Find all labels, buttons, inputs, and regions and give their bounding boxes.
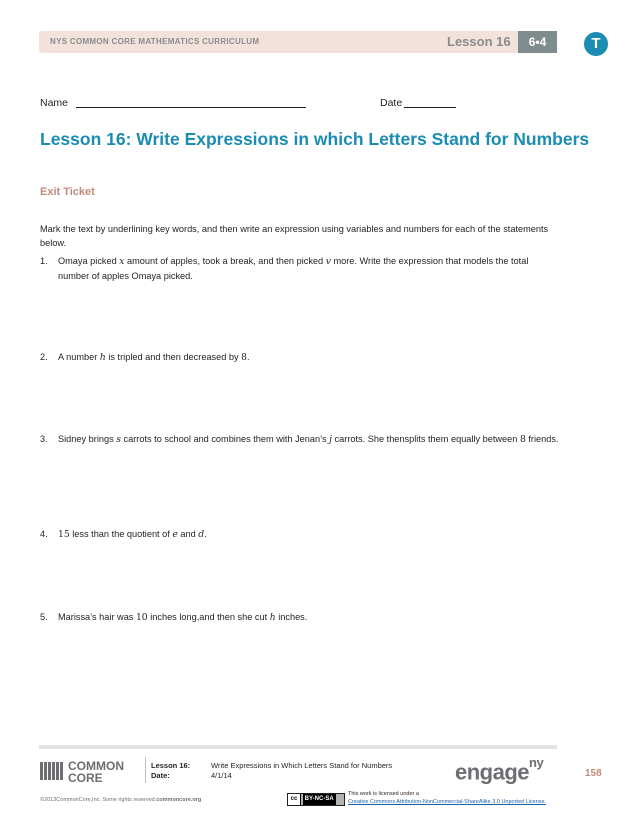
name-label: Name (40, 97, 69, 109)
question-3 (40, 432, 560, 447)
question-number: 5. (40, 612, 48, 622)
header-lesson: Lesson 16 (447, 34, 511, 49)
question-text: Omaya picked x amount of apples, took a break, and then picked v more. Write the expression that models the total number of apples Omaya picked. (58, 256, 529, 281)
name-field[interactable] (76, 107, 306, 108)
question-2 (40, 350, 560, 365)
license-text: This work is licensed under a (348, 791, 419, 797)
footer-lesson-value: Write Expressions in Which Letters Stand for Numbers (211, 761, 393, 770)
question-number: 1. (40, 256, 48, 266)
page-number: 158 (585, 768, 602, 779)
question-5 (40, 610, 560, 625)
footer-divider (145, 757, 146, 783)
cc-license-icon: cc BY-NC-SA (287, 793, 345, 806)
question-text: 15 less than the quotient of e and d. (58, 529, 207, 540)
date-label: Date (380, 97, 403, 109)
question-4 (40, 527, 560, 542)
common-core-logo: COMMON CORE (40, 759, 140, 783)
logo-bars-icon (40, 762, 64, 785)
question-1 (40, 254, 560, 283)
curriculum-label: NYS COMMON CORE MATHEMATICS CURRICULUM (50, 37, 260, 46)
question-text: A number h is tripled and then decreased by 8. (58, 352, 250, 363)
instructions: Mark the text by underlining key words, and then write an expression using variables and numbers for each of the statements below. (40, 224, 549, 248)
lesson-title: Lesson 16: Write Expressions in which Letters Stand for Numbers (40, 129, 590, 149)
question-text: Marissa’s hair was 10 inches long,and then she cut h inches. (58, 612, 308, 623)
teacher-badge-icon: T (584, 32, 608, 56)
section-heading: Exit Ticket (40, 186, 95, 198)
question-text: Sidney brings s carrots to school and combines them with Jenan’s j carrots. She thensplits them equally between 8 friends. (58, 434, 559, 445)
question-number: 2. (40, 352, 48, 362)
footer-date-value: 4/1/14 (211, 771, 232, 780)
date-field[interactable] (404, 107, 456, 108)
grade-module-badge: 6•4 (518, 31, 557, 53)
license-link[interactable]: Creative Commons Attribution-NonCommercial-ShareAlike 3.0 Unported License. (348, 799, 547, 805)
question-number: 3. (40, 434, 48, 444)
engageny-logo: engage$^{ny}$ (455, 755, 544, 785)
copyright: ©2013CommonCore,Inc. Some rights reserved.commoncore.org (40, 797, 202, 803)
question-number: 4. (40, 529, 48, 539)
footer-rule (39, 745, 557, 749)
footer-date-label: Date: (151, 771, 170, 780)
footer-lesson-label: Lesson 16: (151, 761, 191, 770)
